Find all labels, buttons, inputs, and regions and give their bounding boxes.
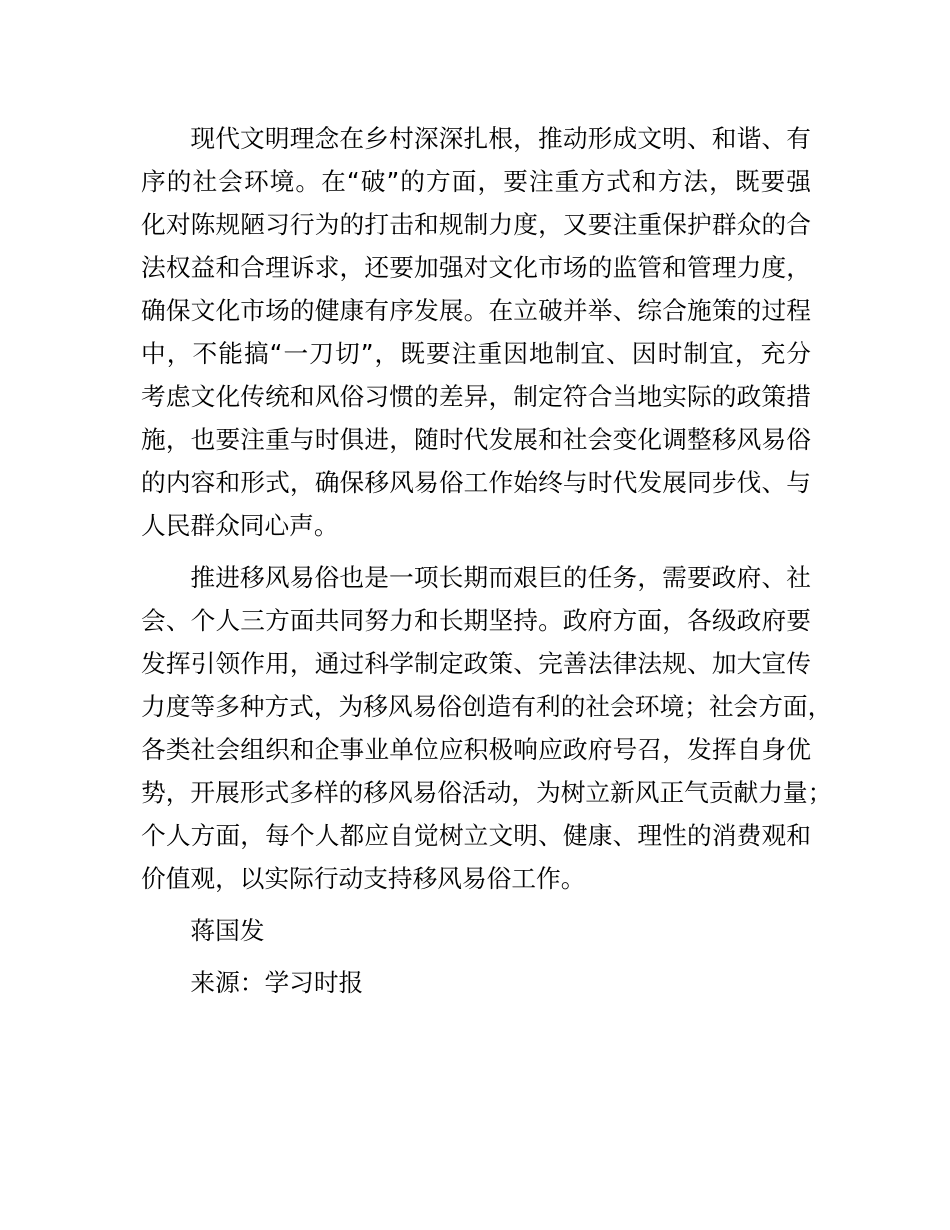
text-line: 推进移风易俗也是一项长期而艰巨的任务，需要政府、社 (190, 563, 811, 592)
text-line: 法权益和合理诉求，还要加强对文化市场的监管和管理力度， (141, 253, 811, 282)
text-line: 力度等多种方式，为移风易俗创造有利的社会环境；社会方面， (141, 692, 833, 721)
document-page (141, 117, 833, 1013)
text-line: 个人方面，每个人都应自觉树立文明、健康、理性的消费观和 (141, 821, 811, 850)
text-line: 的内容和形式，确保移风易俗工作始终与时代发展同步伐、与 (141, 468, 811, 497)
text-line: 价值观，以实际行动支持移风易俗工作。 (141, 864, 586, 893)
text-line: 势，开展形式多样的移风易俗活动，为树立新风正气贡献力量； (141, 778, 833, 807)
text-line: 序的社会环境。在“破”的方面，要注重方式和方法，既要强 (141, 167, 811, 196)
author-name: 蒋国发 (190, 916, 265, 945)
text-line: 施，也要注重与时俱进，随时代发展和社会变化调整移风易俗 (141, 425, 811, 454)
source-line: 来源：学习时报 (190, 968, 364, 997)
text-line: 确保文化市场的健康有序发展。在立破并举、综合施策的过程 (141, 296, 811, 325)
text-line: 化对陈规陋习行为的打击和规制力度，又要注重保护群众的合 (141, 210, 811, 239)
text-line: 会、个人三方面共同努力和长期坚持。政府方面，各级政府要 (141, 606, 811, 635)
text-line: 考虑文化传统和风俗习惯的差异，制定符合当地实际的政策措 (141, 382, 811, 411)
text-line: 现代文明理念在乡村深深扎根，推动形成文明、和谐、有 (190, 124, 811, 153)
text-line: 各类社会组织和企事业单位应积极响应政府号召，发挥自身优 (141, 735, 811, 764)
paragraph-1 (141, 117, 811, 547)
text-line: 中，不能搞“一刀切”，既要注重因地制宜、因时制宜，充分 (141, 339, 811, 368)
paragraph-2 (141, 556, 833, 900)
text-line: 人民群众同心声。 (141, 511, 339, 540)
text-line: 发挥引领作用，通过科学制定政策、完善法律法规、加大宣传 (141, 649, 811, 678)
